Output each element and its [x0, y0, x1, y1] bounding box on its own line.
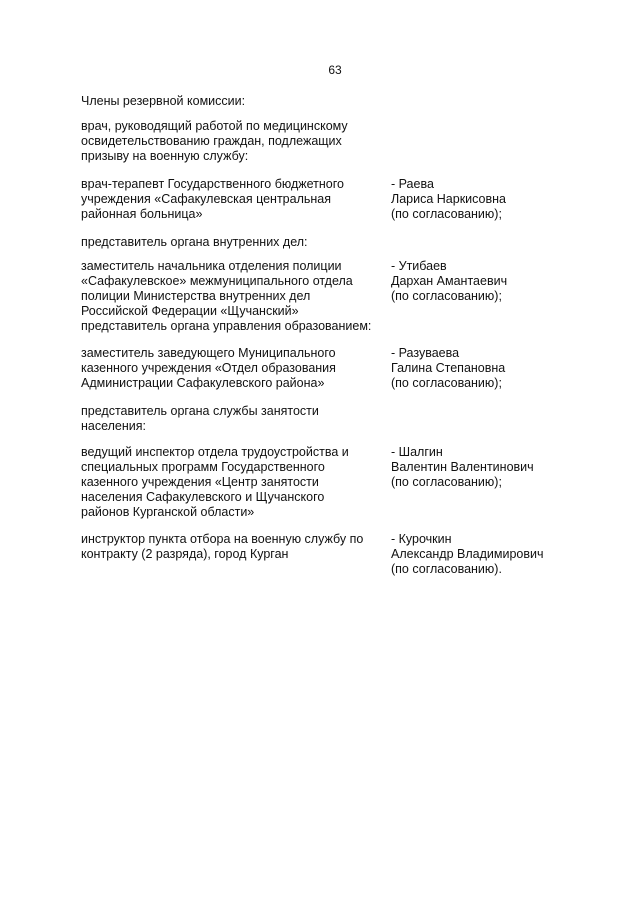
subtitle-doctor-role: врач, руководящий работой по медицинскому освидетельствованию граждан, подлежащих призыву на военную службу: [81, 119, 348, 163]
position-employment: ведущий инспектор отдела трудоустройства и специальных программ Государственного казенного учреждения «Центр занятости населения Сафакулевского и Щучанского районов Курганской области» [81, 445, 349, 519]
page-number: 63 [328, 63, 342, 77]
person-recruitment: - Курочкин Александр Владимирович (по согласованию). [391, 532, 544, 576]
position-recruitment: инструктор пункта отбора на военную службу по контракту (2 разряда), город Курган [81, 532, 364, 561]
person-employment: - Шалгин Валентин Валентинович (по согласованию); [391, 445, 534, 489]
employment-heading: представитель органа службы занятости населения: [81, 404, 319, 433]
person-education: - Разуваева Галина Степановна (по согласованию); [391, 346, 506, 390]
police-heading: представитель органа внутренних дел: [81, 235, 308, 249]
section-title: Члены резервной комиссии: [81, 94, 246, 108]
position-doctor: врач-терапевт Государственного бюджетного учреждения «Сафакулевская центральная районная больница» [81, 177, 345, 221]
position-education: заместитель заведующего Муниципального казенного учреждения «Отдел образования Администрации Сафакулевского района» [81, 346, 336, 390]
person-police: - Утибаев Дархан Амантаевич (по согласованию); [391, 259, 508, 303]
position-police: заместитель начальника отделения полиции «Сафакулевское» межмуниципального отдела полиции Министерства внутренних дел Российской Федерации «Щучанский» представитель органа управления образованием: [81, 259, 372, 333]
person-doctor: - Раева Лариса Наркисовна (по согласованию); [391, 177, 506, 221]
